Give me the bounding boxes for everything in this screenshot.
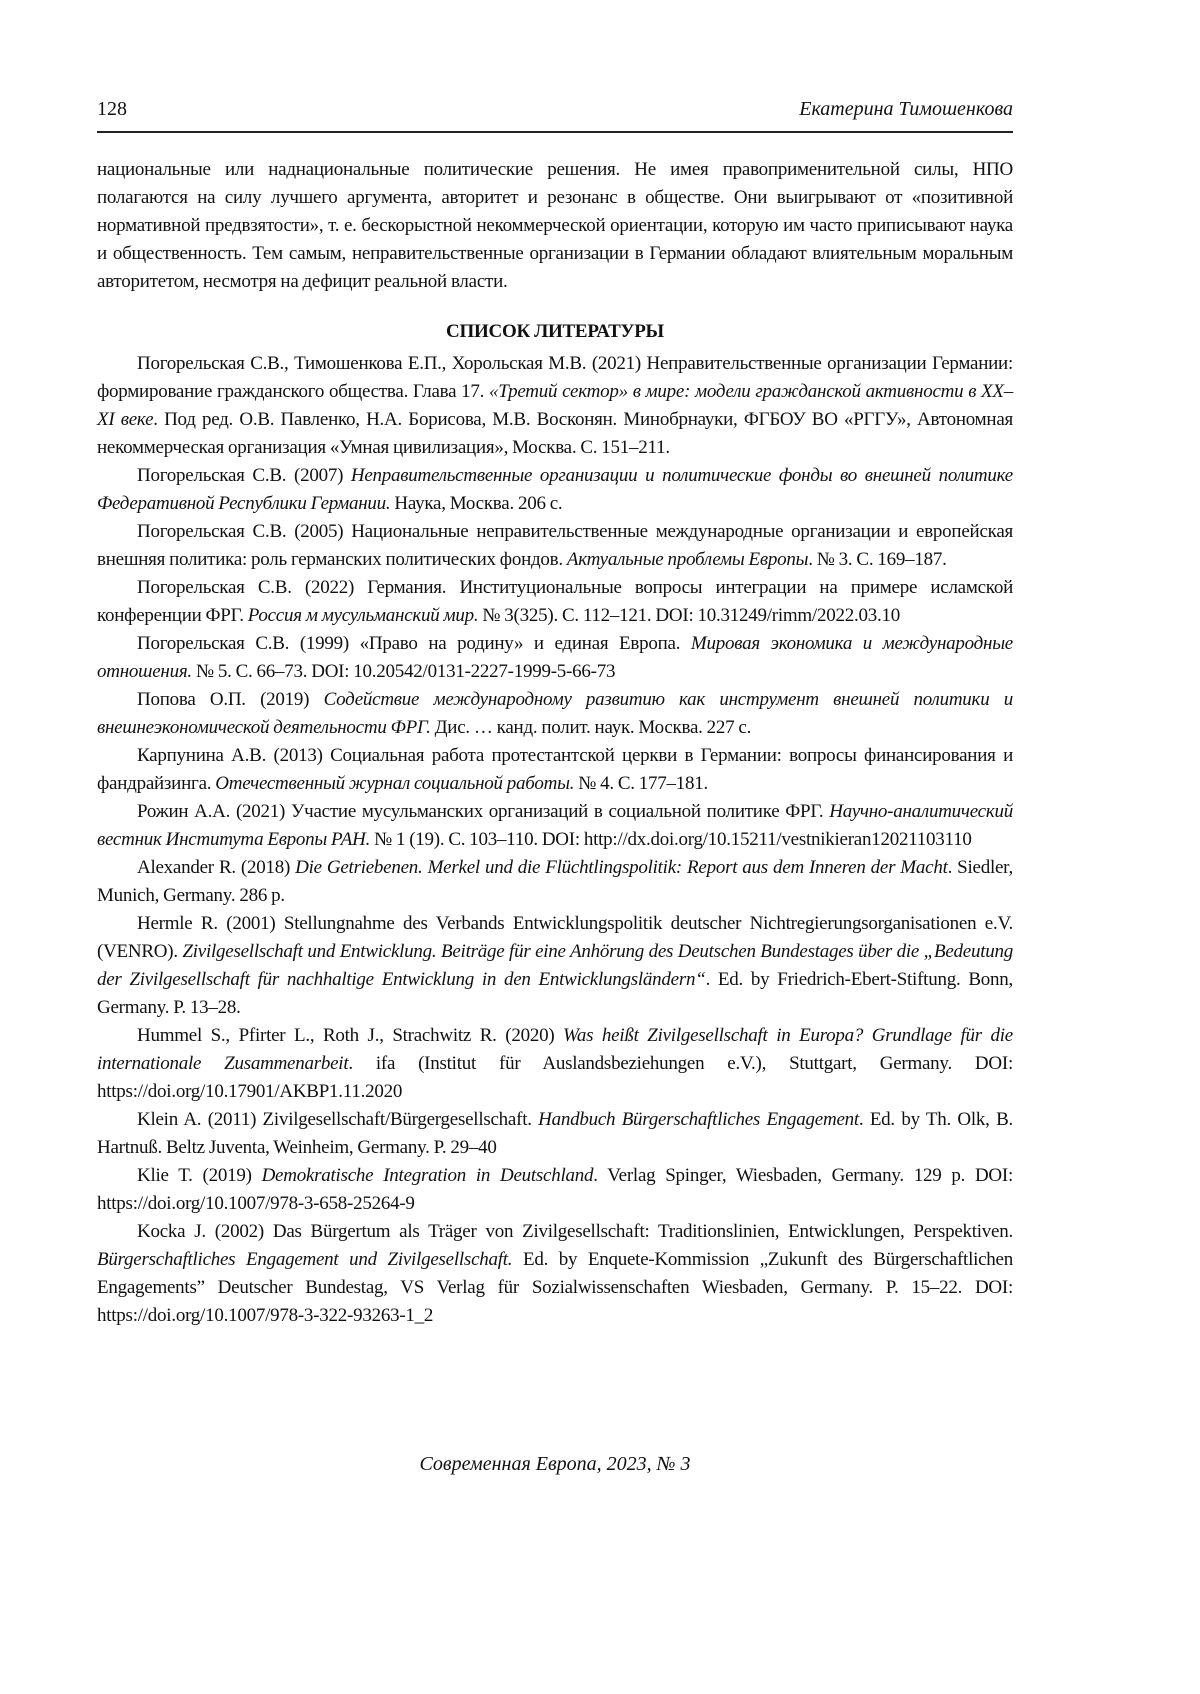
reference-text: . № 3. С. 169–187. (808, 549, 947, 570)
reference-entry (97, 854, 1013, 910)
reference-text: Попова О.П. (2019) (137, 689, 324, 710)
reference-source-title: Мировая экономика и международные отношения. (97, 633, 1013, 682)
reference-source-title: Неправительственные организации и политические фонды во внешней политике Федеративной Республики Германии. (97, 465, 1013, 514)
reference-text: № 5. С. 66–73. DOI: 10.20542/0131-2227-1999-5-66-73 (191, 661, 616, 682)
reference-source-title: Научно-аналитический вестник Института Европы РАН. (97, 801, 1013, 850)
reference-entry (97, 1106, 1013, 1162)
reference-source-title: Содействие международному развитию как инструмент внешней политики и внешнеэкономической деятельности ФРГ. (97, 689, 1014, 738)
reference-entry (97, 798, 1013, 854)
reference-text: Погорельская С.В. (2007) (137, 465, 351, 486)
reference-entry (97, 742, 1013, 798)
reference-entry (97, 1022, 1013, 1106)
reference-text: . Ed. by Friedrich-Ebert-Stiftung. Bonn, Germany. P. 13–28. (97, 969, 1013, 1018)
reference-source-title: Актуальные проблемы Европы (566, 549, 809, 570)
reference-text: № 1 (19). С. 103–110. DOI: http://dx.doi.org/10.15211/vestnikieran12021103110 (370, 829, 972, 850)
header-rule (97, 131, 1013, 133)
reference-text: . Под ред. О.В. Павленко, Н.А. Борисова, М.В. Восконян. Минобрнауки, ФГБОУ ВО «РГГУ», Автономная некоммерческая организация «Умная цивилизация», Москва. С. 151–211. (97, 409, 1013, 458)
reference-text: Ed. by Enquete-Kommission „Zukunft des Bürgerschaftlichen Engagements” Deutscher Bundestag, VS Verlag für Sozialwissenschaften Wiesbaden, Germany. P. 15–22. DOI: https://doi.org/10.1007/978-3-322-93263-1_2 (97, 1249, 1013, 1326)
reference-text: № 4. С. 177–181. (574, 773, 709, 794)
reference-text: . Ed. by Th. Olk, B. Hartnuß. Beltz Juventa, Weinheim, Germany. P. 29–40 (97, 1109, 1014, 1158)
reference-entry (97, 1162, 1013, 1218)
reference-text: Карпунина А.В. (2013) Социальная работа протестантской церкви в Германии: вопросы финансирования и фандрайзинга. (97, 745, 1013, 794)
reference-text: Klein A. (2011) Zivilgesellschaft/Bürgergesellschaft. (137, 1109, 539, 1130)
reference-entry (97, 1218, 1013, 1330)
reference-source-title: Demokratische Integration in Deutschland (261, 1165, 594, 1186)
reference-text: . Siedler, Munich, Germany. 286 p. (97, 857, 1013, 906)
reference-source-title: Handbuch Bürgerschaftliches Engagement (538, 1109, 859, 1130)
running-author: Екатерина Тимошенкова (799, 98, 1013, 120)
reference-text: Alexander R. (2018) (137, 857, 296, 878)
page-number: 128 (97, 98, 127, 120)
reference-entry (97, 518, 1013, 574)
reference-text: Дис. … канд. полит. наук. Москва. 227 с. (430, 717, 752, 738)
reference-text: Погорельская С.В. (2005) Национальные неправительственные международные организации и европейская внешняя политика: роль германских политических фондов. (97, 521, 1013, 570)
reference-source-title: Die Getriebenen. Merkel und die Flüchtlingspolitik: Report aus dem Inneren der Macht (295, 857, 948, 878)
reference-source-title: Россия м мусульманский мир. (247, 605, 479, 626)
reference-text: . Verlag Spinger, Wiesbaden, Germany. 129 p. DOI: https://doi.org/10.1007/978-3-658-25264-9 (97, 1165, 1013, 1214)
reference-source-title: Was heißt Zivilgesellschaft in Europa? Grundlage für die internationale Zusammenarbeit (97, 1025, 1013, 1074)
reference-source-title: Bürgerschaftliches Engagement und Zivilgesellschaft. (97, 1249, 513, 1270)
reference-entry (97, 686, 1013, 742)
running-header (97, 98, 1013, 128)
reference-text: Kocka J. (2002) Das Bürgertum als Träger von Zivilgesellschaft: Traditionslinien, Entwicklungen, Perspektiven. (137, 1221, 1013, 1242)
reference-entry (97, 350, 1013, 462)
reference-source-title: «Третий сектор» в мире: модели гражданской активности в XX–XI веке (97, 381, 1014, 430)
reference-list (97, 350, 1013, 1330)
reference-source-title: Отечественный журнал социальной работы. (215, 773, 575, 794)
reference-text: . ifa (Institut für Auslandsbeziehungen e.V.), Stuttgart, Germany. DOI: https://doi.org/10.17901/AKBP1.11.2020 (97, 1053, 1013, 1102)
body-paragraph: национальные или наднациональные политические решения. Не имея правоприменительной силы, НПО полагаются на силу лучшего аргумента, авторитет и резонанс в обществе. Они выигрывают от «позитивной нормативной предвзятости», т. е. бескорыстной некоммерческой ориентации, которую им часто приписывают наука и общественность. Тем самым, неправительственные организации в Германии обладают влиятельным моральным авторитетом, несмотря на дефицит реальной власти. (97, 159, 1013, 292)
reference-text: Hummel S., Pfirter L., Roth J., Strachwitz R. (2020) (137, 1025, 564, 1046)
reference-text: Klie T. (2019) (137, 1165, 262, 1186)
running-footer: Современная Европа, 2023, № 3 (419, 1453, 691, 1475)
reference-text: Погорельская С.В. (1999) «Право на родину» и единая Европа. (137, 633, 691, 654)
reference-text: Погорельская С.В. (2022) Германия. Институциональные вопросы интеграции на примере исламской конференции ФРГ. (97, 577, 1013, 626)
references-heading: СПИСОК ЛИТЕРАТУРЫ (446, 321, 664, 342)
reference-text: Погорельская С.В., Тимошенкова Е.П., Хорольская М.В. (2021) Неправительственные организации Германии: формирование гражданского общества. Глава 17. (97, 353, 1013, 402)
reference-source-title: Zivilgesellschaft und Entwicklung. Beiträge für eine Anhörung des Deutschen Bundestages über die „Bedeutung der Zivilgesellschaft für nachhaltige Entwicklung in den Entwicklungsländern“ (97, 941, 1013, 990)
reference-entry (97, 910, 1013, 1022)
reference-entry (97, 574, 1013, 630)
reference-entry (97, 630, 1013, 686)
reference-text: Наука, Москва. 206 с. (390, 493, 563, 514)
reference-text: № 3(325). С. 112–121. DOI: 10.31249/rimm/2022.03.10 (478, 605, 900, 626)
reference-text: Рожин А.А. (2021) Участие мусульманских организаций в социальной политике ФРГ. (137, 801, 830, 822)
page-body (97, 156, 1013, 1330)
reference-entry (97, 462, 1013, 518)
reference-text: Hermle R. (2001) Stellungnahme des Verbands Entwicklungspolitik deutscher Nichtregierungsorganisationen e.V. (VENRO). (97, 913, 1013, 962)
